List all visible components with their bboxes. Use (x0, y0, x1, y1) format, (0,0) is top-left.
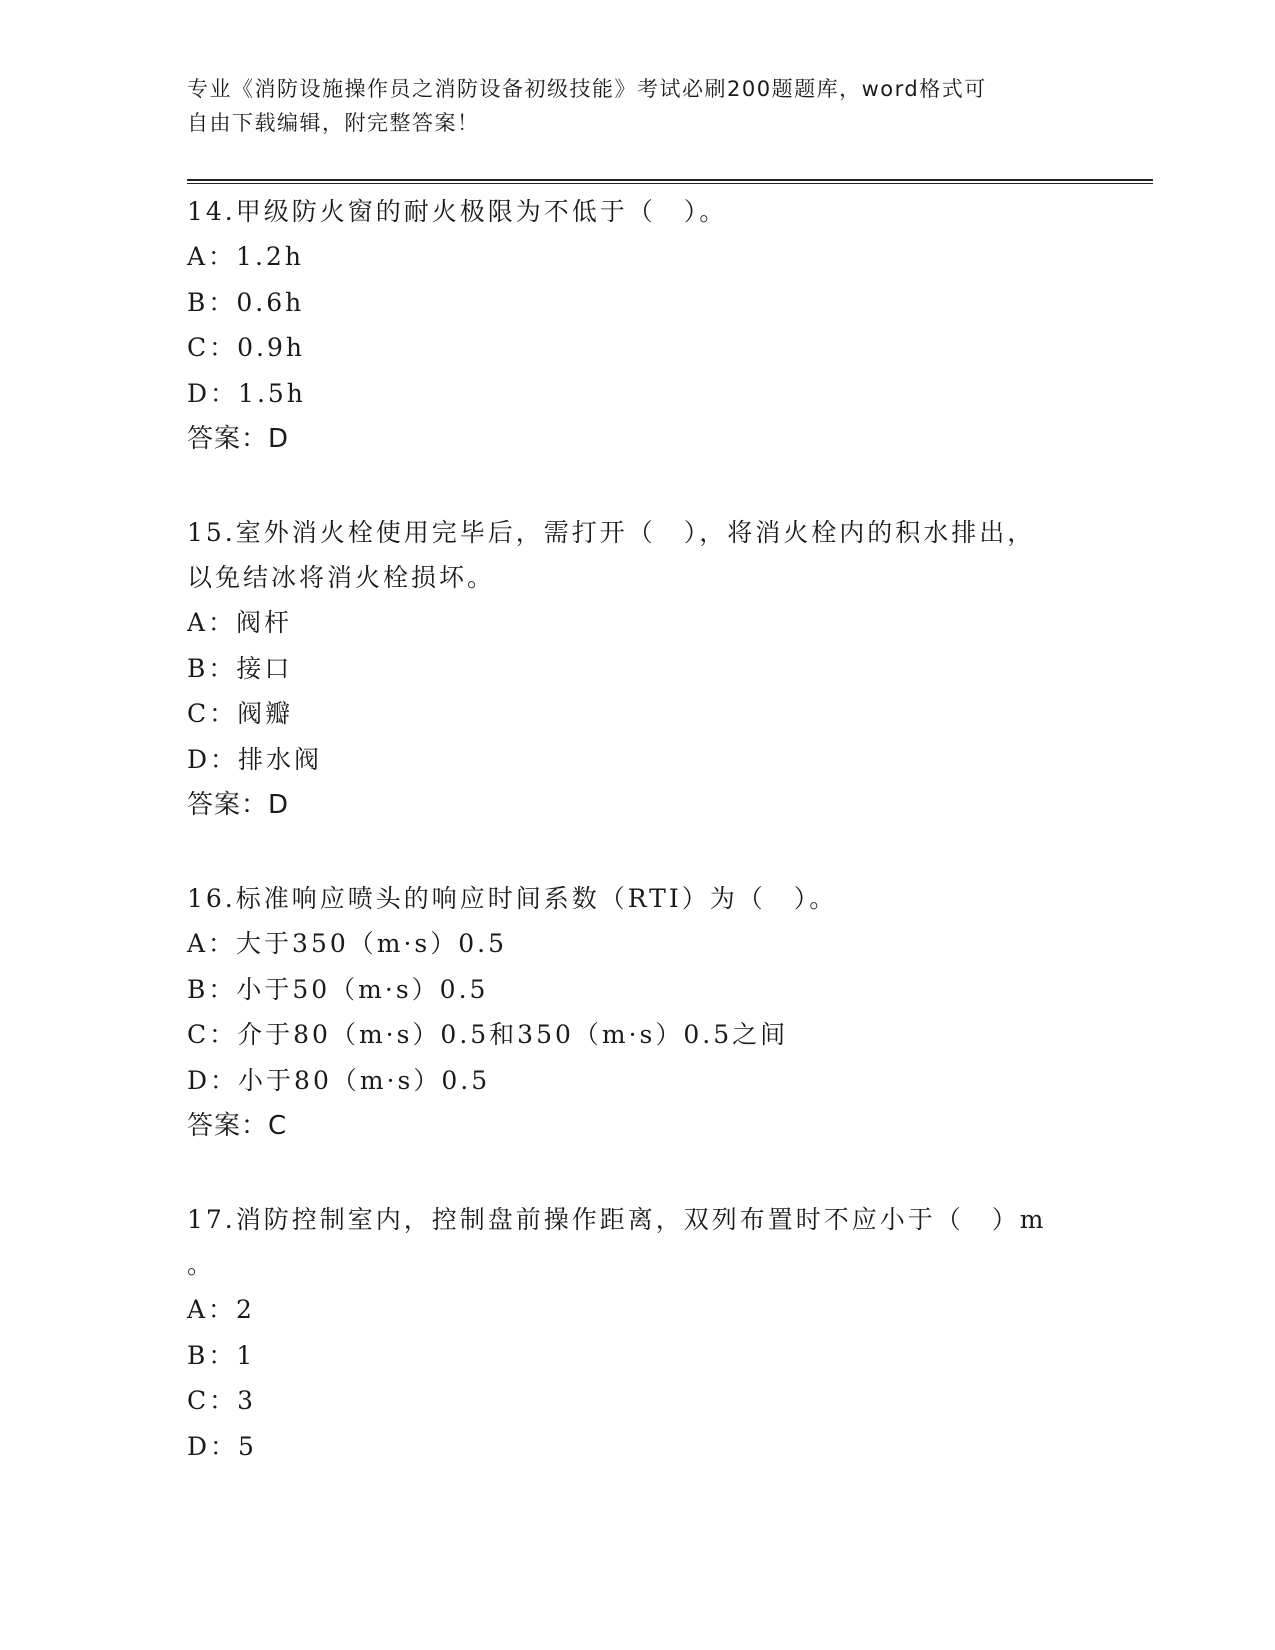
stem-line: 16.标准响应喷头的响应时间系数（RTI）为（ ）。 (187, 884, 838, 913)
question-17 (187, 1197, 1147, 1469)
header-divider-thin (187, 183, 1153, 184)
question-stem (187, 1197, 1147, 1287)
option-b: B：1 (187, 1340, 256, 1370)
question-14 (187, 189, 1147, 462)
question-spacer (187, 828, 1147, 876)
question-16 (187, 876, 1147, 1149)
question-list (187, 189, 1147, 1469)
stem-line: 。 (187, 1250, 216, 1279)
option-d: D：排水阀 (187, 744, 323, 774)
stem-line: 14.甲级防火窗的耐火极限为不低于（ ）。 (187, 197, 728, 226)
stem-line: 以免结冰将消火栓损坏。 (187, 563, 496, 592)
question-spacer (187, 1149, 1147, 1197)
option-a: A：2 (187, 1295, 255, 1324)
option-a: A：1.2h (187, 242, 304, 271)
option-d: D：小于80（m·s）0.5 (187, 1065, 491, 1095)
option-c: C：3 (187, 1386, 257, 1415)
header-divider-thick (187, 179, 1153, 181)
question-stem (187, 876, 1147, 921)
stem-line: 17.消防控制室内，控制盘前操作距离，双列布置时不应小于（ ）m (187, 1205, 1047, 1234)
answer-label: 答案：D (187, 790, 290, 820)
option-b: B：小于50（m·s）0.5 (187, 974, 489, 1004)
option-b: B：接口 (187, 653, 293, 683)
option-c: C：介于80（m·s）0.5和350（m·s）0.5之间 (187, 1020, 789, 1049)
question-spacer (187, 462, 1147, 510)
option-c: C：0.9h (187, 333, 305, 362)
option-c: C：阀瓣 (187, 699, 294, 728)
answer-label: 答案：D (187, 424, 290, 454)
document-header: 专业《消防设施操作员之消防设备初级技能》考试必刷200题题库，word格式可 自由下载编辑，附完整答案！ (187, 77, 987, 135)
option-d: D：5 (187, 1431, 257, 1461)
answer-label: 答案：C (187, 1111, 288, 1141)
option-a: A：大于350（m·s）0.5 (187, 929, 508, 958)
question-15 (187, 510, 1147, 828)
question-stem (187, 510, 1147, 600)
stem-line: 15.室外消火栓使用完毕后，需打开（ ），将消火栓内的积水排出， (187, 518, 1036, 547)
option-b: B：0.6h (187, 287, 305, 317)
option-d: D：1.5h (187, 378, 306, 408)
option-a: A：阀杆 (187, 608, 293, 637)
question-stem (187, 189, 1147, 234)
